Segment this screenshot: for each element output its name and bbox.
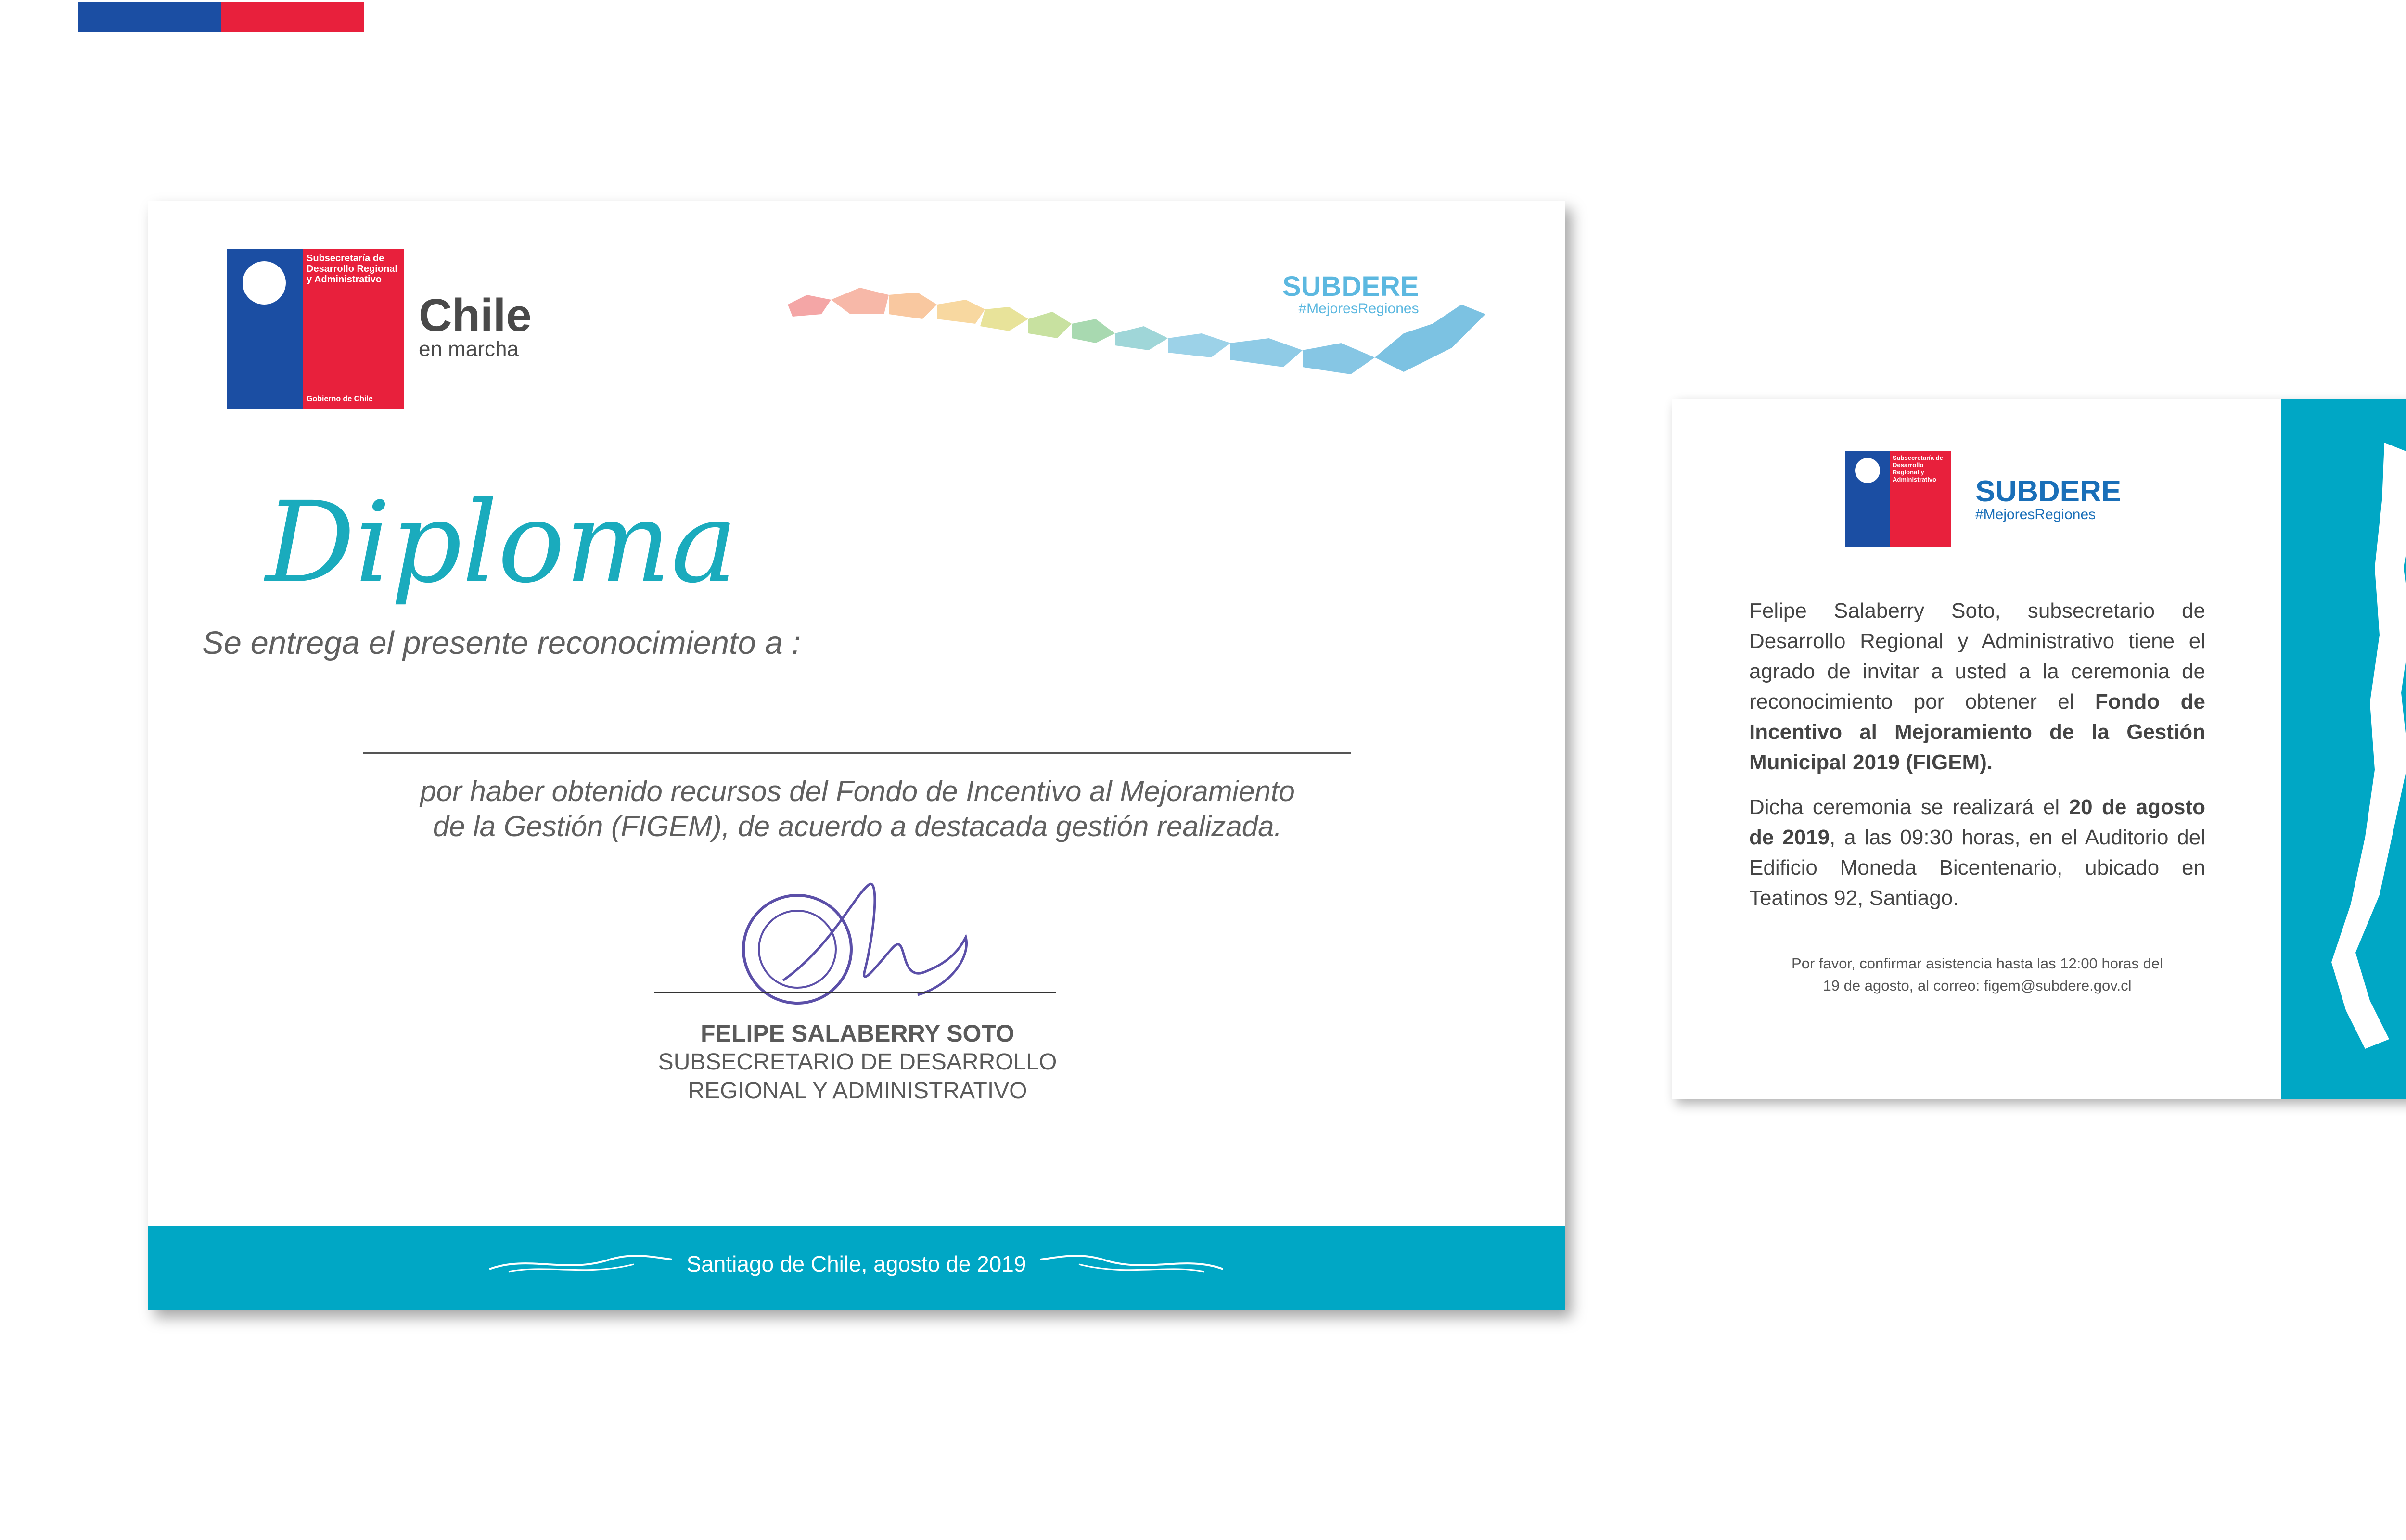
invitation-subdere-name: SUBDERE	[1975, 475, 2122, 508]
reason-line-2: de la Gestión (FIGEM), de acuerdo a destacada gestión realizada.	[433, 810, 1282, 842]
right-ornament-icon	[1040, 1250, 1223, 1279]
chile-map-pictograms-icon	[2293, 423, 2406, 1078]
campaign-line1: Chile	[419, 290, 532, 341]
coat-of-arms-icon	[1855, 458, 1880, 483]
top-flag-bar	[78, 2, 364, 32]
chile-en-marcha-logo	[419, 290, 532, 361]
flag-red-segment	[221, 2, 364, 32]
rsvp-line-1: Por favor, confirmar asistencia hasta las 12:00 horas del	[1792, 955, 2163, 972]
invitation-rsvp-note	[1749, 953, 2205, 997]
subdere-hashtag: #MejoresRegiones	[1298, 301, 1419, 317]
diploma-card	[148, 201, 1565, 1310]
invitation-logo-text: Subsecretaría de Desarrollo Regional y Administrativo	[1893, 454, 1943, 483]
diploma-title: Diploma	[265, 478, 738, 608]
recipient-name-line	[363, 752, 1351, 754]
diploma-reason-text	[340, 774, 1375, 844]
invitation-body	[1749, 596, 2205, 928]
subdere-logo	[1282, 272, 1419, 317]
signer-role-line-2: REGIONAL Y ADMINISTRATIVO	[688, 1078, 1027, 1104]
invitation-subdere-hashtag: #MejoresRegiones	[1975, 507, 2096, 522]
reason-line-1: por haber obtenido recursos del Fondo de Incentivo al Mejoramiento	[420, 775, 1295, 807]
campaign-line2: en marcha	[419, 337, 519, 361]
invitation-gobierno-logo	[1845, 451, 1951, 547]
invitation-paragraph-2: Dicha ceremonia se realizará el 20 de agosto de 2019, a las 09:30 horas, en el Auditorio del Edificio Moneda Bicentenario, ubicado en Teatinos 92, Santiago.	[1749, 795, 2205, 910]
signer-role-line-1: SUBSECRETARIO DE DESARROLLO	[658, 1049, 1057, 1075]
signature-line	[654, 992, 1056, 993]
invitation-paragraph-1: Felipe Salaberry Soto, subsecretario de Desarrollo Regional y Administrativo tiene el agrado de invitar a usted a la ceremonia de reconocimiento por obtener el Fondo de Incentivo al Mejoramiento de la Gestión Municipal 2019 (FIGEM).	[1749, 599, 2206, 774]
subdere-name: SUBDERE	[1282, 271, 1419, 302]
coat-of-arms-icon	[243, 261, 286, 305]
signer-name: FELIPE SALABERRY SOTO	[701, 1020, 1014, 1047]
invitation-subdere-logo	[1975, 476, 2121, 522]
diploma-lead-text: Se entrega el presente reconocimiento a :	[202, 625, 801, 661]
signer-block	[581, 1019, 1134, 1106]
gobierno-logo	[227, 249, 404, 409]
flag-blue-segment	[78, 2, 221, 32]
diploma-footer-band	[148, 1226, 1565, 1310]
logo-institution-text: Subsecretaría de Desarrollo Regional y Administrativo	[307, 253, 397, 285]
diploma-footer-text: Santiago de Chile, agosto de 2019	[686, 1251, 1026, 1276]
logo-footer-text: Gobierno de Chile	[307, 395, 373, 403]
rsvp-line-2: 19 de agosto, al correo: figem@subdere.gov.cl	[1823, 977, 2132, 994]
invitation-card	[1672, 399, 2406, 1099]
